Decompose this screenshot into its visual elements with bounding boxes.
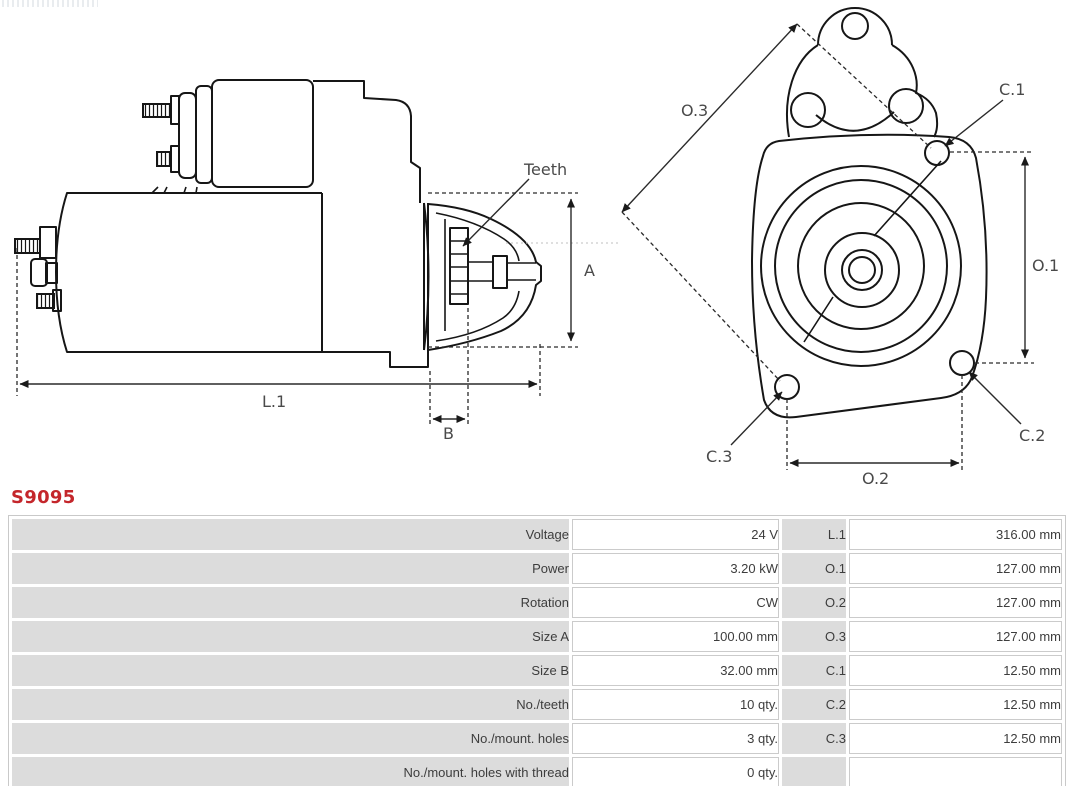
spec-value: 100.00 mm — [572, 621, 779, 652]
spec-row — [12, 723, 1062, 754]
dim-code: O.3 — [782, 621, 846, 652]
dim-value: 316.00 mm — [849, 519, 1062, 550]
spec-row — [12, 689, 1062, 720]
dim-value: 12.50 mm — [849, 689, 1062, 720]
callout-label-c1: C.1 — [999, 80, 1026, 99]
spec-row — [12, 757, 1062, 786]
spec-label: No./teeth — [12, 689, 569, 720]
spec-label: Power — [12, 553, 569, 584]
dim-label-b: B — [443, 424, 454, 443]
dim-value — [849, 757, 1062, 786]
spec-label: No./mount. holes with thread — [12, 757, 569, 786]
dim-code — [782, 757, 846, 786]
spec-label: Rotation — [12, 587, 569, 618]
spec-label: Voltage — [12, 519, 569, 550]
spec-table — [8, 515, 1066, 786]
spec-label: No./mount. holes — [12, 723, 569, 754]
spec-row — [12, 553, 1062, 584]
side-view-drawing — [15, 80, 619, 443]
dim-code: C.3 — [782, 723, 846, 754]
dim-value: 127.00 mm — [849, 621, 1062, 652]
dim-code: C.1 — [782, 655, 846, 686]
spec-value: 10 qty. — [572, 689, 779, 720]
callout-label-c2: C.2 — [1019, 426, 1046, 445]
spec-row — [12, 587, 1062, 618]
spec-row — [12, 655, 1062, 686]
teeth-callout-label: Teeth — [524, 160, 568, 179]
dim-value: 127.00 mm — [849, 553, 1062, 584]
dim-label-o1: O.1 — [1032, 256, 1060, 275]
dim-label-l1: L.1 — [262, 392, 287, 411]
dim-value: 12.50 mm — [849, 655, 1062, 686]
dim-code: O.1 — [782, 553, 846, 584]
spec-label: Size B — [12, 655, 569, 686]
dim-code: L.1 — [782, 519, 846, 550]
spec-value: 32.00 mm — [572, 655, 779, 686]
dim-label-o2: O.2 — [862, 469, 890, 488]
spec-row — [12, 519, 1062, 550]
part-number: S9095 — [11, 487, 76, 508]
spec-label: Size A — [12, 621, 569, 652]
spec-value: CW — [572, 587, 779, 618]
spec-value: 3 qty. — [572, 723, 779, 754]
spec-value: 3.20 kW — [572, 553, 779, 584]
callout-label-c3: C.3 — [706, 447, 733, 466]
dim-value: 127.00 mm — [849, 587, 1062, 618]
spec-value: 0 qty. — [572, 757, 779, 786]
dim-code: O.2 — [782, 587, 846, 618]
spec-value: 24 V — [572, 519, 779, 550]
dim-label-a: A — [584, 261, 595, 280]
spec-row — [12, 621, 1062, 652]
dim-label-o3: O.3 — [681, 101, 709, 120]
dim-code: C.2 — [782, 689, 846, 720]
front-view-drawing — [622, 8, 1059, 488]
dim-value: 12.50 mm — [849, 723, 1062, 754]
